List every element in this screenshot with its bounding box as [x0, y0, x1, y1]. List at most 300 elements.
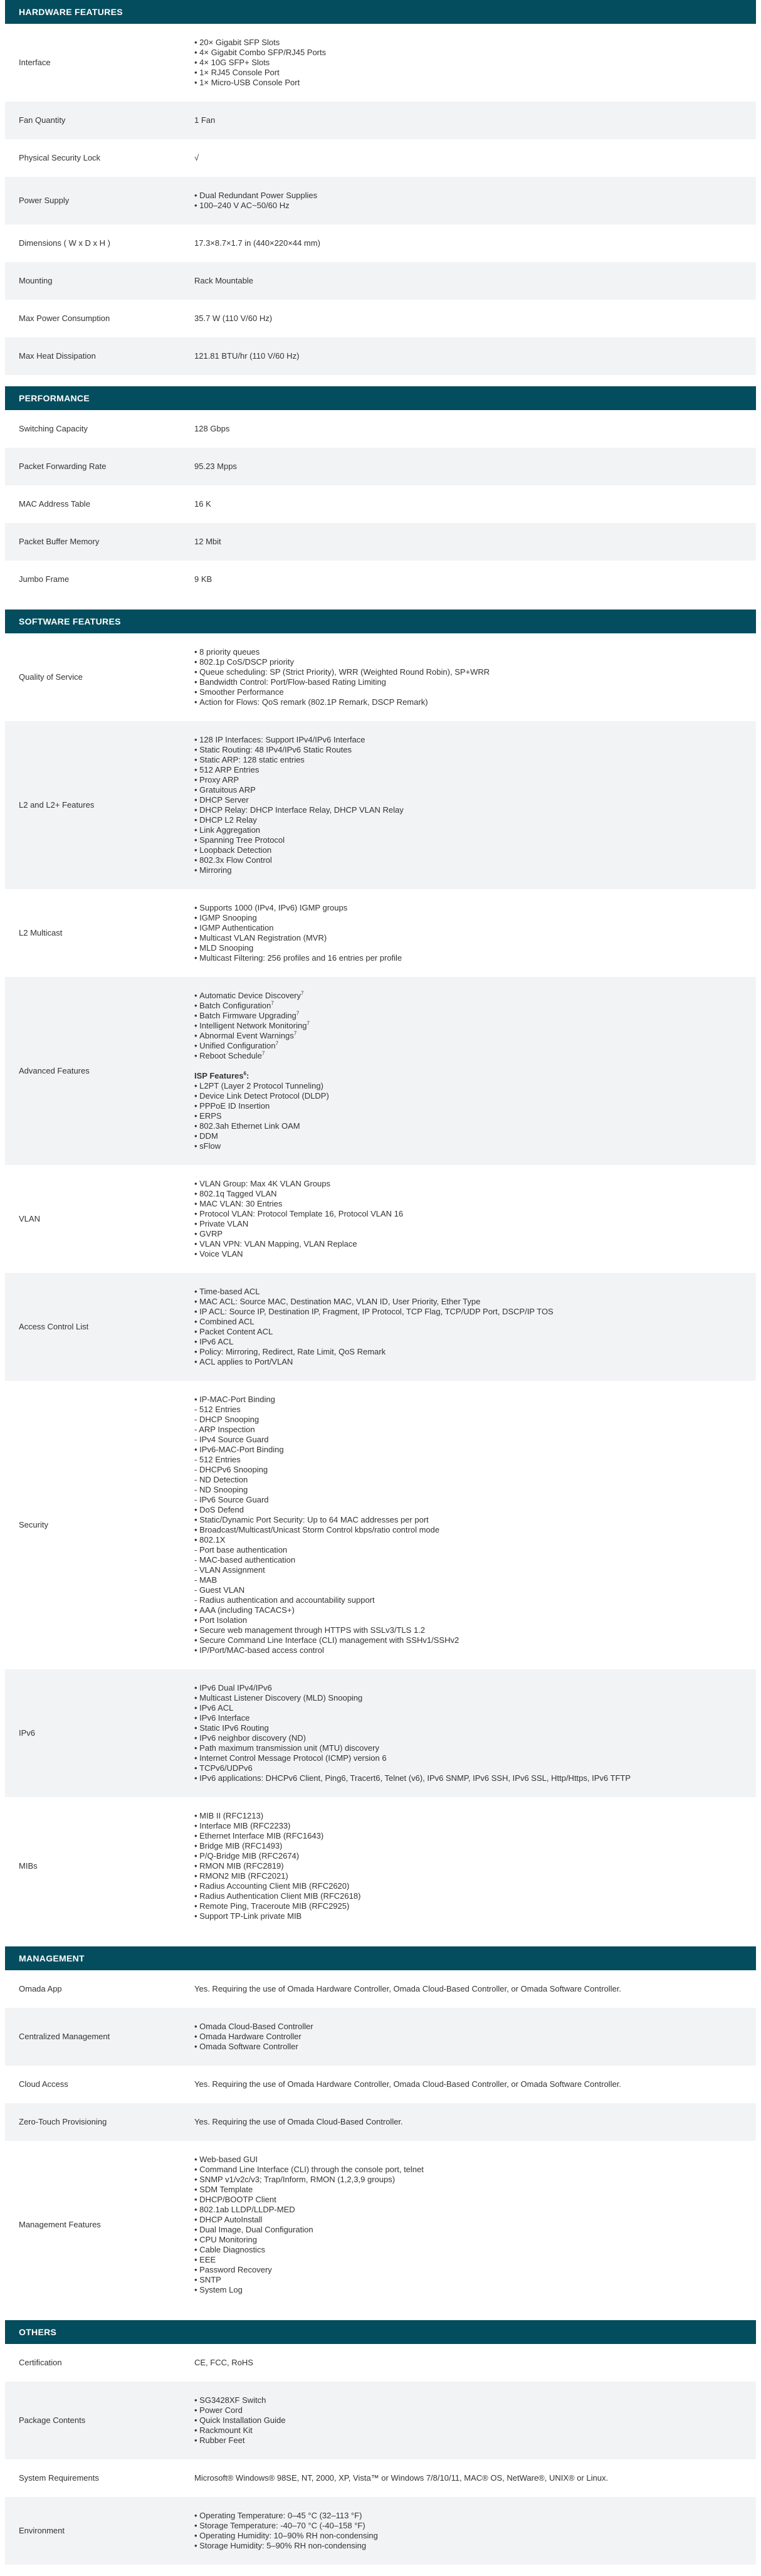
- value-text: Dual Image, Dual Configuration: [199, 2225, 313, 2234]
- bullet-item: [194, 2042, 743, 2052]
- value-text: Bridge MIB (RFC1493): [199, 1841, 283, 1850]
- spec-label: Zero-Touch Provisioning: [19, 2117, 107, 2126]
- value-text: 802.1p CoS/DSCP priority: [199, 657, 294, 667]
- section-header: PERFORMANCE: [5, 386, 756, 410]
- spec-rows: [5, 1970, 756, 2309]
- spec-label: MAC Address Table: [19, 499, 90, 509]
- value-text: Yes. Requiring the use of Omada Hardware Controller, Omada Cloud-Based Controller, or Omada Software Controller.: [194, 1984, 621, 1993]
- footnote-marker: 7: [275, 1040, 279, 1047]
- value-text: 100–240 V AC~50/60 Hz: [199, 201, 290, 210]
- value-line: [194, 2079, 743, 2089]
- bullet-item: [194, 2225, 743, 2235]
- spec-row: [5, 523, 756, 561]
- value-line: [194, 351, 743, 361]
- value-text: 1 Fan: [194, 115, 216, 125]
- value-text: Port Isolation: [199, 1615, 248, 1625]
- value-text: Private VLAN: [199, 1219, 249, 1228]
- value-text: Supports 1000 (IPv4, IPv6) IGMP groups: [199, 903, 348, 912]
- value-text: Operating Humidity: 10–90% RH non-condensing: [199, 2531, 378, 2540]
- spec-rows: [5, 410, 756, 598]
- spec-row: [5, 2382, 756, 2459]
- value-text: Path maximum transmission unit (MTU) discovery: [199, 1743, 379, 1753]
- value-text: L2PT (Layer 2 Protocol Tunneling): [199, 1081, 323, 1090]
- spec-section: [5, 610, 756, 1935]
- bullet-item: [194, 825, 743, 835]
- value-text: Rack Mountable: [194, 276, 253, 285]
- spec-value: [194, 2358, 756, 2368]
- section-header: HARDWARE FEATURES: [5, 0, 756, 24]
- value-text: Multicast Listener Discovery (MLD) Snooping: [199, 1693, 363, 1702]
- value-text: Reboot Schedule: [199, 1051, 262, 1060]
- value-text: Microsoft® Windows® 98SE, NT, 2000, XP, Vista™ or Windows 7/8/10/11, MAC® OS, NetWare®, UNIX® or Linux.: [194, 2473, 609, 2483]
- section-header: MANAGEMENT: [5, 1946, 756, 1970]
- value-text: Power Cord: [199, 2405, 243, 2415]
- value-text: - Guest VLAN: [194, 1585, 245, 1595]
- footnote-marker: 7: [293, 1030, 297, 1037]
- bullet-item: [194, 1219, 743, 1229]
- bullet-item: [194, 1239, 743, 1249]
- spec-label: Mounting: [19, 276, 53, 285]
- value-text: VLAN VPN: VLAN Mapping, VLAN Replace: [199, 1239, 357, 1248]
- section-header: OTHERS: [5, 2320, 756, 2344]
- spec-row: [5, 2344, 756, 2382]
- value-text: SNMP v1/v2c/v3; Trap/Inform, RMON (1,2,3,9 groups): [199, 2175, 396, 2184]
- spec-row: [5, 2066, 756, 2103]
- value-text: Radius Accounting Client MIB (RFC2620): [199, 1881, 350, 1891]
- value-text: Radius Authentication Client MIB (RFC2618): [199, 1891, 361, 1901]
- bullet-item: [194, 2405, 743, 2415]
- value-text: - DHCP Snooping: [194, 1415, 260, 1424]
- value-text: IP-MAC-Port Binding: [199, 1395, 275, 1404]
- spec-row: [5, 102, 756, 139]
- spec-value: [194, 314, 756, 324]
- value-text: Policy: Mirroring, Redirect, Rate Limit, QoS Remark: [199, 1347, 386, 1356]
- bullet-item: [194, 1327, 743, 1337]
- spec-label: Packet Buffer Memory: [19, 537, 100, 546]
- bullet-item: [194, 1861, 743, 1871]
- bullet-item: [194, 1357, 743, 1367]
- value-text: Rackmount Kit: [199, 2426, 253, 2435]
- spec-label: Interface: [19, 58, 51, 67]
- value-text: IPv6 ACL: [199, 1337, 234, 1346]
- value-text: MAC ACL: Source MAC, Destination MAC, VLAN ID, User Priority, Ether Type: [199, 1297, 481, 1306]
- bullet-item: [194, 1901, 743, 1911]
- value-text: 1× Micro-USB Console Port: [199, 78, 300, 87]
- value-text: Static IPv6 Routing: [199, 1723, 269, 1733]
- spec-rows: [5, 24, 756, 375]
- bullet-item: [194, 1713, 743, 1723]
- bullet-item: [194, 1199, 743, 1209]
- value-text: Yes. Requiring the use of Omada Cloud-Based Controller.: [194, 2117, 403, 2126]
- spec-label: System Requirements: [19, 2473, 99, 2483]
- bullet-item: [194, 1287, 743, 1297]
- value-text: - VLAN Assignment: [194, 1565, 265, 1575]
- spec-label: IPv6: [19, 1728, 36, 1738]
- bullet-item: [194, 845, 743, 855]
- value-text: Device Link Detect Protocol (DLDP): [199, 1091, 329, 1101]
- value-line: [194, 2358, 743, 2368]
- value-text: Multicast VLAN Registration (MVR): [199, 933, 327, 942]
- spec-row: [5, 2141, 756, 2309]
- bullet-item: [194, 1297, 743, 1307]
- bullet-item: [194, 647, 743, 657]
- value-line: [194, 276, 743, 286]
- bullet-item: [194, 2415, 743, 2426]
- spec-label: Security: [19, 1520, 48, 1529]
- value-line: [194, 153, 743, 163]
- spec-value: [194, 647, 756, 707]
- value-text: Storage Temperature: -40–70 °C (-40–158 °F): [199, 2521, 365, 2530]
- value-text: Static Routing: 48 IPv4/IPv6 Static Routes: [199, 745, 352, 754]
- value-text: 1× RJ45 Console Port: [199, 68, 280, 77]
- spec-value: [194, 276, 756, 286]
- value-text: IPv6 ACL: [199, 1703, 234, 1713]
- bullet-item: [194, 1831, 743, 1841]
- bullet-item: [194, 795, 743, 805]
- value-text: 4× 10G SFP+ Slots: [199, 58, 270, 67]
- bullet-item: [194, 1515, 743, 1525]
- value-text: - 512 Entries: [194, 1405, 241, 1414]
- value-text: Link Aggregation: [199, 825, 261, 835]
- bullet-item: [194, 2175, 743, 2185]
- footnote-marker: 7: [301, 990, 304, 996]
- bullet-item: [194, 1317, 743, 1327]
- bullet-item: [194, 1645, 743, 1655]
- bullet-item: [194, 1851, 743, 1861]
- value-text: Abnormal Event Warnings: [199, 1031, 294, 1040]
- value-text: - ND Snooping: [194, 1485, 248, 1494]
- value-text: Batch Firmware Upgrading: [199, 1011, 297, 1020]
- value-line: [194, 238, 743, 248]
- value-text: Batch Configuration: [199, 1001, 271, 1010]
- spec-label: Jumbo Frame: [19, 574, 70, 584]
- value-text: IP ACL: Source IP, Destination IP, Fragment, IP Protocol, TCP Flag, TCP/UDP Port, DSCP/IP TOS: [199, 1307, 554, 1316]
- spec-row: [5, 410, 756, 448]
- value-line: [194, 1565, 743, 1575]
- value-line: [194, 115, 743, 125]
- value-text: Omada Cloud-Based Controller: [199, 2022, 313, 2031]
- spec-value: [194, 574, 756, 584]
- value-text: 802.3x Flow Control: [199, 855, 272, 865]
- value-line: [194, 314, 743, 324]
- value-text: Bandwidth Control: Port/Flow-based Rating Limiting: [199, 677, 386, 687]
- bullet-item: [194, 1179, 743, 1189]
- value-text: EEE: [199, 2255, 216, 2264]
- value-text: - Port base authentication: [194, 1545, 288, 1555]
- bullet-item: [194, 1111, 743, 1121]
- bullet-item: [194, 191, 743, 201]
- value-text: IPv6 Dual IPv4/IPv6: [199, 1683, 272, 1692]
- value-text: DDM: [199, 1131, 218, 1141]
- footnote-marker: 6: [243, 1070, 246, 1077]
- value-text: VLAN Group: Max 4K VLAN Groups: [199, 1179, 330, 1188]
- value-text: 20× Gigabit SFP Slots: [199, 38, 280, 47]
- spec-row: [5, 2497, 756, 2565]
- spec-row: [5, 2103, 756, 2141]
- bullet-item: [194, 991, 743, 1001]
- value-line: [194, 499, 743, 509]
- value-text: - DHCPv6 Snooping: [194, 1465, 268, 1474]
- spec-section: [5, 386, 756, 598]
- bullet-item: [194, 58, 743, 68]
- value-text: Omada Hardware Controller: [199, 2032, 302, 2041]
- bullet-item: [194, 1881, 743, 1891]
- spec-value: [194, 1984, 756, 1994]
- bullet-item: [194, 38, 743, 48]
- value-text: GVRP: [199, 1229, 223, 1238]
- value-text: Quick Installation Guide: [199, 2415, 286, 2425]
- spec-label: L2 and L2+ Features: [19, 800, 95, 810]
- value-text: ERPS: [199, 1111, 222, 1121]
- spec-value: [194, 191, 756, 211]
- bullet-item: [194, 1525, 743, 1535]
- bullet-item: [194, 1703, 743, 1713]
- value-text: RMON MIB (RFC2819): [199, 1861, 284, 1871]
- value-text: Unified Configuration: [199, 1041, 276, 1050]
- value-text: DoS Defend: [199, 1505, 244, 1514]
- bullet-item: [194, 1535, 743, 1545]
- value-line: [194, 1455, 743, 1465]
- bullet-item: [194, 1051, 743, 1061]
- spec-row: [5, 889, 756, 977]
- value-text: Queue scheduling: SP (Strict Priority), WRR (Weighted Round Robin), SP+WRR: [199, 667, 490, 677]
- bullet-item: [194, 1733, 743, 1743]
- bullet-item: [194, 2245, 743, 2255]
- bullet-item: [194, 1635, 743, 1645]
- spec-row: [5, 1273, 756, 1381]
- bullet-item: [194, 697, 743, 707]
- value-text: SG3428XF Switch: [199, 2395, 266, 2405]
- bullet-item: [194, 1743, 743, 1753]
- bullet-item: [194, 1821, 743, 1831]
- value-line: [194, 1545, 743, 1555]
- bullet-item: [194, 745, 743, 755]
- value-text: Static ARP: 128 static entries: [199, 755, 305, 764]
- section-header: SOFTWARE FEATURES: [5, 610, 756, 633]
- value-text: Smoother Performance: [199, 687, 284, 697]
- spec-value: [194, 2022, 756, 2052]
- spec-section: [5, 1946, 756, 2309]
- spec-row: [5, 1970, 756, 2008]
- bullet-item: [194, 48, 743, 58]
- value-text: Broadcast/Multicast/Unicast Storm Control kbps/ratio control mode: [199, 1525, 440, 1534]
- value-text: 9 KB: [194, 574, 213, 584]
- bullet-item: [194, 2235, 743, 2245]
- value-text: Web-based GUI: [199, 2155, 258, 2164]
- value-text: 512 ARP Entries: [199, 765, 260, 774]
- spec-value: [194, 424, 756, 434]
- value-line: [194, 424, 743, 434]
- bullet-item: [194, 2265, 743, 2275]
- value-text: DHCP AutoInstall: [199, 2215, 263, 2224]
- spec-label: Quality of Service: [19, 672, 83, 682]
- value-line: [194, 1475, 743, 1485]
- spec-value: [194, 1287, 756, 1367]
- bullet-item: [194, 953, 743, 963]
- value-text: Omada Software Controller: [199, 2042, 298, 2051]
- spec-row: [5, 721, 756, 889]
- value-line: [194, 1405, 743, 1415]
- footnote-marker: 7: [296, 1010, 300, 1016]
- spec-label: Packet Forwarding Rate: [19, 462, 107, 471]
- value-text: Spanning Tree Protocol: [199, 835, 285, 845]
- value-line: [194, 1585, 743, 1595]
- value-text: Command Line Interface (CLI) through the console port, telnet: [199, 2165, 424, 2174]
- bullet-item: [194, 2395, 743, 2405]
- value-text: TCPv6/UDPv6: [199, 1763, 253, 1773]
- value-text: 802.1ab LLDP/LLDP-MED: [199, 2205, 295, 2214]
- value-text: √: [194, 153, 199, 162]
- bullet-item: [194, 785, 743, 795]
- bullet-item: [194, 923, 743, 933]
- value-text: - IPv4 Source Guard: [194, 1435, 269, 1444]
- spec-value: [194, 2079, 756, 2089]
- bullet-item: [194, 1605, 743, 1615]
- value-text: ISP Features: [194, 1071, 244, 1080]
- value-line: [194, 1435, 743, 1445]
- value-text: 802.1q Tagged VLAN: [199, 1189, 277, 1198]
- value-text: Ethernet Interface MIB (RFC1643): [199, 1831, 324, 1840]
- value-text: DHCP Relay: DHCP Interface Relay, DHCP VLAN Relay: [199, 805, 404, 815]
- bullet-item: [194, 1209, 743, 1219]
- bullet-item: [194, 1001, 743, 1011]
- value-text: Protocol VLAN: Protocol Template 16, Protocol VLAN 16: [199, 1209, 404, 1218]
- spec-row: [5, 337, 756, 375]
- spec-row: [5, 1381, 756, 1669]
- bullet-item: [194, 1021, 743, 1031]
- value-text: sFlow: [199, 1141, 221, 1151]
- bullet-item: [194, 933, 743, 943]
- bullet-item: [194, 1683, 743, 1693]
- spec-row: [5, 177, 756, 224]
- value-text: Automatic Device Discovery: [199, 991, 301, 1000]
- value-line: [194, 1425, 743, 1435]
- value-text: Packet Content ACL: [199, 1327, 273, 1336]
- value-text: Interface MIB (RFC2233): [199, 1821, 291, 1830]
- bullet-item: [194, 913, 743, 923]
- footnote-marker: 7: [271, 1000, 274, 1006]
- value-line: [194, 1575, 743, 1585]
- value-text: Loopback Detection: [199, 845, 272, 855]
- value-text: DHCP/BOOTP Client: [199, 2195, 276, 2204]
- value-text: IGMP Snooping: [199, 913, 257, 922]
- value-text: CPU Monitoring: [199, 2235, 257, 2244]
- bullet-item: [194, 775, 743, 785]
- value-text: RMON2 MIB (RFC2021): [199, 1871, 288, 1881]
- spec-value: [194, 115, 756, 125]
- value-text: CE, FCC, RoHS: [194, 2358, 253, 2367]
- value-text: 17.3×8.7×1.7 in (440×220×44 mm): [194, 238, 320, 248]
- value-text: Voice VLAN: [199, 1249, 243, 1259]
- spec-label: Advanced Features: [19, 1066, 90, 1075]
- bullet-item: [194, 1615, 743, 1625]
- value-text: - MAC-based authentication: [194, 1555, 296, 1565]
- value-line: [194, 1071, 743, 1081]
- spec-row: [5, 448, 756, 485]
- bullet-item: [194, 2215, 743, 2225]
- spec-label: Environment: [19, 2526, 65, 2535]
- value-line: [194, 1984, 743, 1994]
- value-text: Secure web management through HTTPS with SSLv3/TLS 1.2: [199, 1625, 426, 1635]
- spec-row: [5, 1797, 756, 1935]
- value-text: 12 Mbit: [194, 537, 221, 546]
- bullet-item: [194, 68, 743, 78]
- value-text: SNTP: [199, 2275, 221, 2284]
- value-text: Storage Humidity: 5–90% RH non-condensing: [199, 2541, 367, 2550]
- bullet-item: [194, 1445, 743, 1455]
- bullet-item: [194, 903, 743, 913]
- value-text: Password Recovery: [199, 2265, 272, 2274]
- bullet-item: [194, 1249, 743, 1259]
- value-text: IP/Port/MAC-based access control: [199, 1645, 324, 1655]
- spec-label: Package Contents: [19, 2415, 86, 2425]
- value-text: Proxy ARP: [199, 775, 239, 784]
- spec-section: [5, 0, 756, 375]
- spec-label: MIBs: [19, 1861, 38, 1871]
- value-text: PPPoE ID Insertion: [199, 1101, 270, 1111]
- bullet-item: [194, 1081, 743, 1091]
- spec-value: [194, 735, 756, 875]
- value-text: 95.23 Mpps: [194, 462, 237, 471]
- spec-label: Fan Quantity: [19, 115, 66, 125]
- value-suffix: :: [246, 1071, 249, 1080]
- bullet-item: [194, 1723, 743, 1733]
- bullet-item: [194, 2205, 743, 2215]
- spec-value: [194, 537, 756, 547]
- value-text: Multicast Filtering: 256 profiles and 16 entries per profile: [199, 953, 402, 963]
- bullet-item: [194, 1141, 743, 1151]
- value-text: - ND Detection: [194, 1475, 248, 1484]
- value-text: 802.3ah Ethernet Link OAM: [199, 1121, 300, 1131]
- bullet-item: [194, 1101, 743, 1111]
- value-line: [194, 2117, 743, 2127]
- bullet-item: [194, 1347, 743, 1357]
- spec-label: Power Supply: [19, 196, 70, 205]
- spec-label: Certification: [19, 2358, 62, 2367]
- bullet-item: [194, 1189, 743, 1199]
- footnote-marker: 7: [261, 1050, 265, 1057]
- bullet-item: [194, 855, 743, 865]
- bullet-item: [194, 2155, 743, 2165]
- spec-label: Cloud Access: [19, 2079, 68, 2089]
- bullet-item: [194, 201, 743, 211]
- value-line: [194, 1495, 743, 1505]
- line-gap: [194, 1061, 743, 1071]
- bullet-item: [194, 1841, 743, 1851]
- value-text: IGMP Authentication: [199, 923, 274, 932]
- bullet-item: [194, 1131, 743, 1141]
- bullet-item: [194, 2275, 743, 2285]
- spec-row: [5, 139, 756, 177]
- value-text: AAA (including TACACS+): [199, 1605, 295, 1615]
- value-text: Rubber Feet: [199, 2436, 245, 2445]
- bullet-item: [194, 1229, 743, 1239]
- value-text: MAC VLAN: 30 Entries: [199, 1199, 283, 1208]
- spec-value: [194, 2155, 756, 2295]
- spec-row: [5, 300, 756, 337]
- spec-row: [5, 561, 756, 598]
- spec-label: Switching Capacity: [19, 424, 88, 433]
- value-text: Static/Dynamic Port Security: Up to 64 MAC addresses per port: [199, 1515, 429, 1524]
- spec-value: [194, 2117, 756, 2127]
- bullet-item: [194, 2255, 743, 2265]
- value-text: Secure Command Line Interface (CLI) management with SSHv1/SSHv2: [199, 1635, 459, 1645]
- bullet-item: [194, 805, 743, 815]
- spec-value: [194, 499, 756, 509]
- bullet-item: [194, 1871, 743, 1881]
- spec-value: [194, 153, 756, 163]
- value-text: IPv6-MAC-Port Binding: [199, 1445, 284, 1454]
